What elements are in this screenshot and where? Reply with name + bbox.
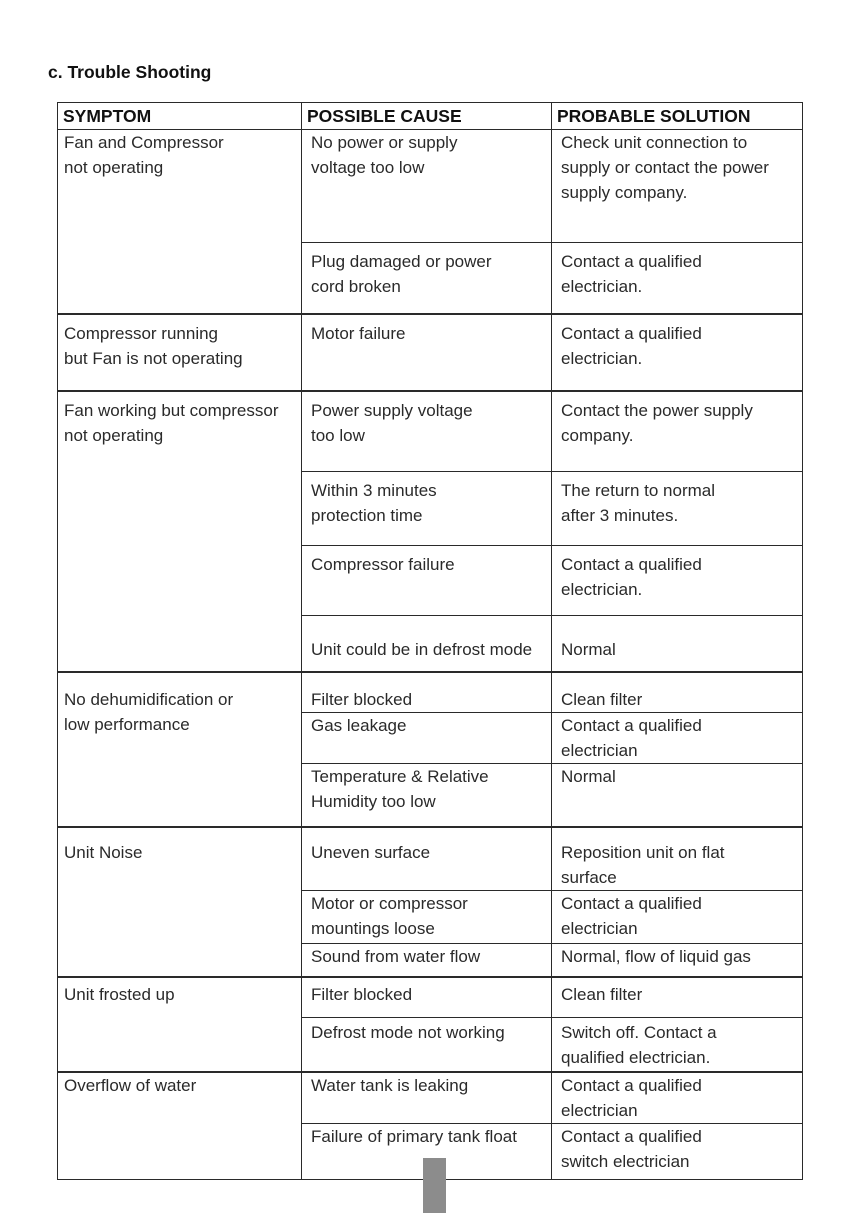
table-header-row	[58, 103, 803, 130]
solution-cell: Contact a qualified electrician.	[552, 546, 803, 616]
cause-cell: Filter blocked	[302, 977, 552, 1018]
symptom-cell: Unit frosted up	[58, 977, 302, 1072]
cause-header: POSSIBLE CAUSE	[302, 103, 552, 130]
symptom-cell: Fan and Compressor not operating	[58, 130, 302, 314]
solution-cell: Switch off. Contact a qualified electrician.	[552, 1018, 803, 1072]
symptom-cell: Fan working but compressor not operating	[58, 391, 302, 672]
solution-cell: Contact the power supply company.	[552, 391, 803, 472]
page-marker	[423, 1158, 446, 1213]
table-row	[58, 130, 803, 243]
solution-cell: The return to normal after 3 minutes.	[552, 472, 803, 546]
cause-cell: Gas leakage	[302, 712, 552, 763]
solution-cell: Normal	[552, 763, 803, 827]
cause-cell: Compressor failure	[302, 546, 552, 616]
cause-cell: Unit could be in defrost mode	[302, 616, 552, 672]
table-row	[58, 1072, 803, 1124]
solution-header: PROBABLE SOLUTION	[552, 103, 803, 130]
solution-cell: Contact a qualified electrician	[552, 891, 803, 944]
cause-cell: Power supply voltage too low	[302, 391, 552, 472]
solution-cell: Normal	[552, 616, 803, 672]
solution-cell: Contact a qualified electrician	[552, 712, 803, 763]
table-row	[58, 977, 803, 1018]
symptom-cell: Unit Noise	[58, 827, 302, 977]
solution-cell: Contact a qualified electrician	[552, 1072, 803, 1124]
table-row	[58, 314, 803, 391]
symptom-header: SYMPTOM	[58, 103, 302, 130]
table-row	[58, 672, 803, 713]
solution-cell: Contact a qualified electrician.	[552, 314, 803, 391]
cause-cell: Sound from water flow	[302, 944, 552, 977]
cause-cell: Within 3 minutes protection time	[302, 472, 552, 546]
solution-cell: Check unit connection to supply or contact the power supply company.	[552, 130, 803, 243]
symptom-cell: Overflow of water	[58, 1072, 302, 1180]
table-row	[58, 391, 803, 472]
symptom-cell: No dehumidification or low performance	[58, 672, 302, 828]
solution-cell: Contact a qualified electrician.	[552, 243, 803, 314]
cause-cell: Failure of primary tank float	[302, 1123, 552, 1179]
solution-cell: Normal, flow of liquid gas	[552, 944, 803, 977]
troubleshooting-table	[57, 102, 803, 1180]
table-row	[58, 827, 803, 891]
cause-cell: Motor or compressor mountings loose	[302, 891, 552, 944]
symptom-cell: Compressor running but Fan is not operating	[58, 314, 302, 391]
cause-cell: No power or supply voltage too low	[302, 130, 552, 243]
solution-cell: Clean filter	[552, 672, 803, 713]
cause-cell: Filter blocked	[302, 672, 552, 713]
solution-cell: Clean filter	[552, 977, 803, 1018]
solution-cell: Contact a qualified switch electrician	[552, 1123, 803, 1179]
cause-cell: Uneven surface	[302, 827, 552, 891]
cause-cell: Water tank is leaking	[302, 1072, 552, 1124]
section-title: c. Trouble Shooting	[48, 62, 212, 82]
cause-cell: Temperature & Relative Humidity too low	[302, 763, 552, 827]
cause-cell: Defrost mode not working	[302, 1018, 552, 1072]
cause-cell: Plug damaged or power cord broken	[302, 243, 552, 314]
solution-cell: Reposition unit on flat surface	[552, 827, 803, 891]
cause-cell: Motor failure	[302, 314, 552, 391]
